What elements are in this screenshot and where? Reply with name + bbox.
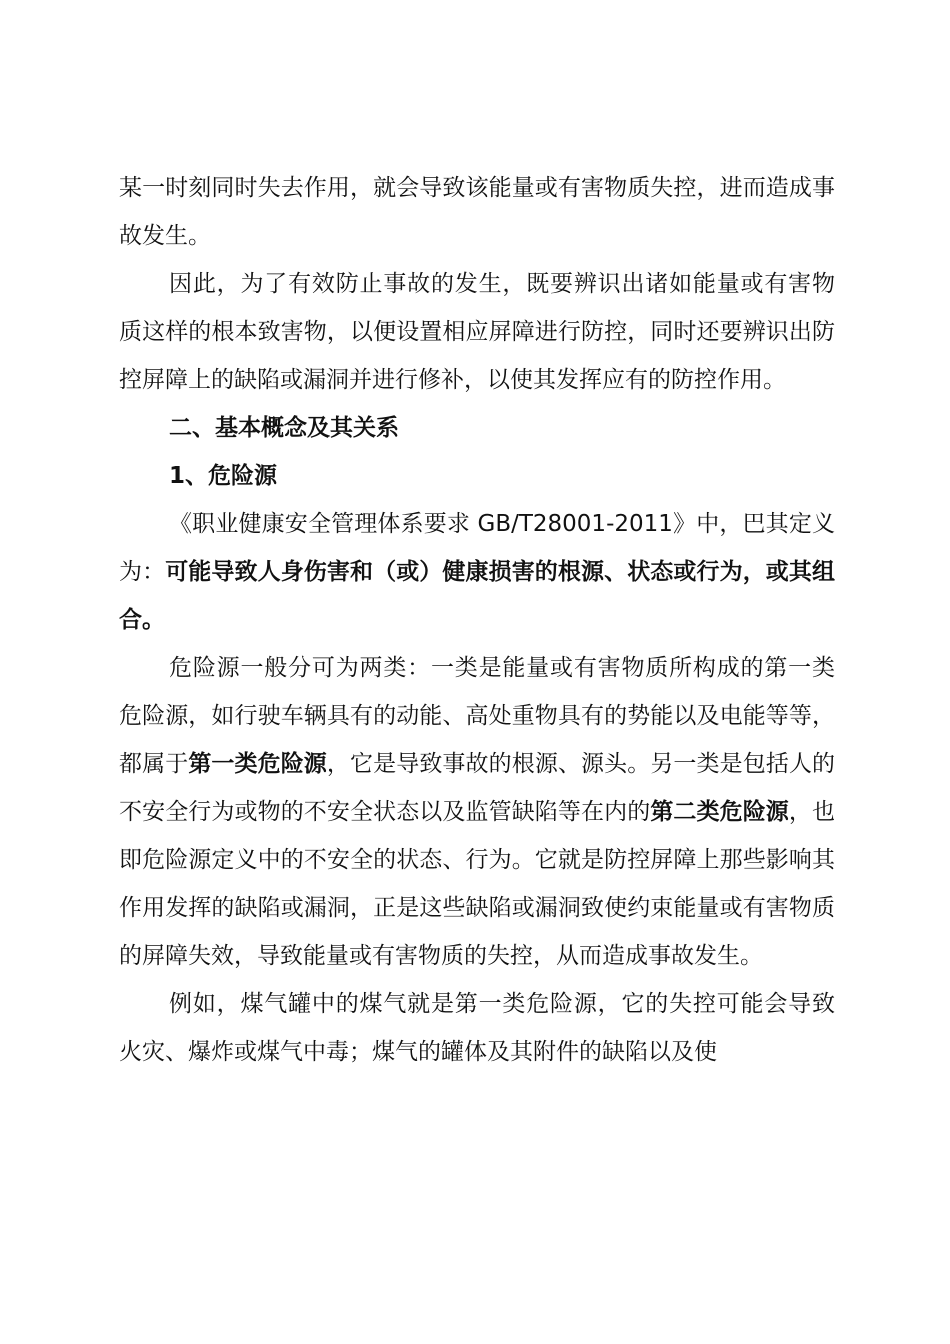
section-heading: 二、基本概念及其关系 bbox=[169, 415, 399, 441]
paragraph-continuation: 某一时刻同时失去作用，就会导致该能量或有害物质失控，进而造成事故发生。 bbox=[119, 175, 835, 249]
definition-intro: 《职业健康安全管理体系要求 GB/T28001-2011》中，巴其定义为： bbox=[119, 511, 835, 585]
definition-text: 可能导致人身伤害和（或）健康损害的根源、状态或行为，或其组合。 bbox=[119, 559, 836, 633]
classification-text-3: ，也即危险源定义中的不安全的状态、行为。它就是防控屏障上那些影响其作用发挥的缺陷或漏洞，正是这些缺陷或漏洞致使约束能量或有害物质的屏障失效，导致能量或有害物质的失控，从而造成事故发生。 bbox=[119, 799, 836, 969]
paragraph-example: 例如，煤气罐中的煤气就是第一类危险源，它的失控可能会导致火灾、爆炸或煤气中毒；煤气的罐体及其附件的缺陷以及使 bbox=[119, 991, 835, 1065]
subsection-heading: 1、危险源 bbox=[169, 463, 278, 489]
paragraph-prevention: 因此，为了有效防止事故的发生，既要辨识出诸如能量或有害物质这样的根本致害物，以便设置相应屏障进行防控，同时还要辨识出防控屏障上的缺陷或漏洞并进行修补，以使其发挥应有的防控作用。 bbox=[119, 271, 835, 393]
paragraph-definition bbox=[119, 500, 835, 644]
classification-text-1: 危险源一般分可为两类：一类是能量或有害物质所构成的第一类危险源，如行驶车辆具有的动能、高处重物具有的势能以及电能等等，都属于 bbox=[119, 655, 835, 777]
first-class-hazard-term: 第一类危险源 bbox=[188, 751, 327, 777]
second-class-hazard-term: 第二类危险源 bbox=[650, 799, 789, 825]
classification-text-2: ，它是导致事故的根源、源头。另一类是包括人的不安全行为或物的不安全状态以及监管缺陷等在内的 bbox=[119, 751, 836, 825]
paragraph-classification bbox=[119, 644, 835, 980]
document-body bbox=[119, 164, 835, 1076]
